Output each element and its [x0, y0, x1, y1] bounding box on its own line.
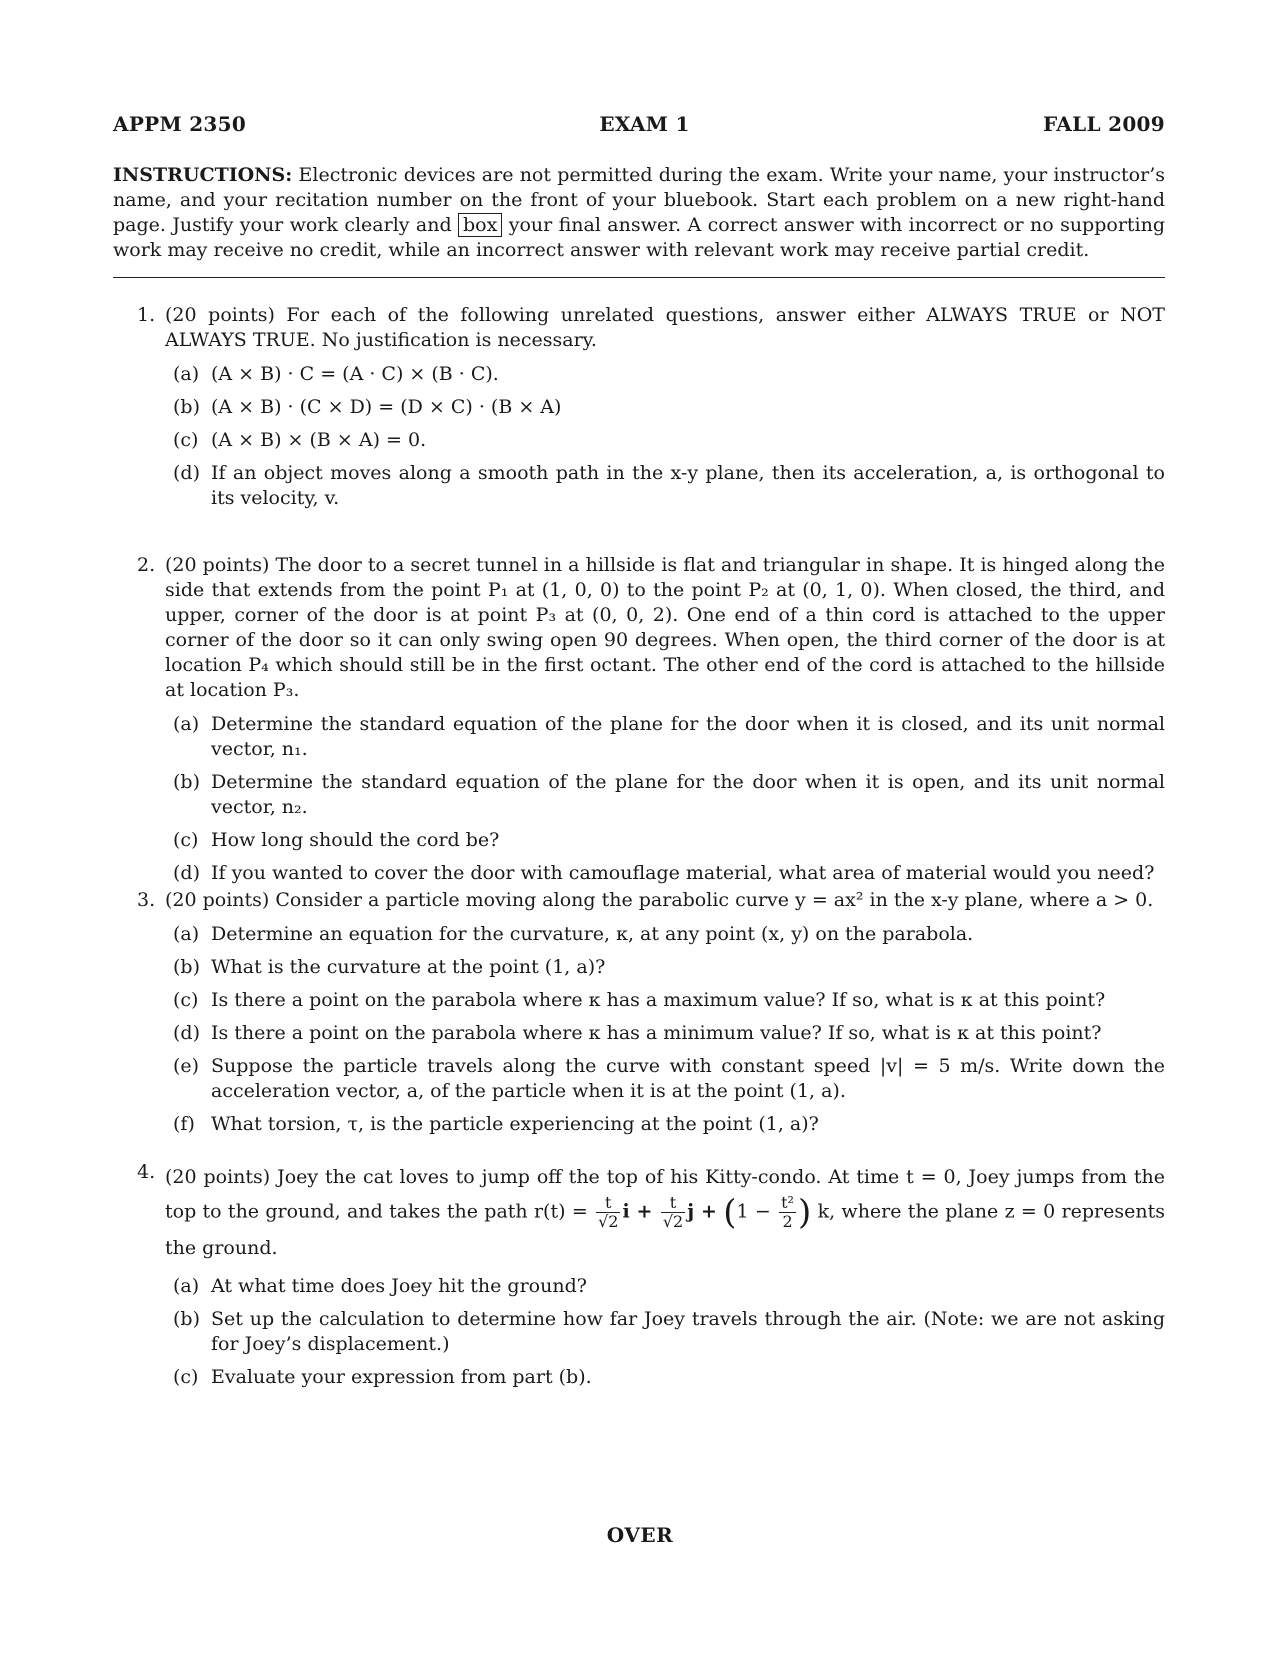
part-label: (b) — [173, 956, 200, 978]
part-label: (d) — [173, 862, 200, 884]
part-label: (a) — [173, 923, 200, 945]
part-text: Determine the standard equation of the plane for the door when it is closed, and its unit normal vector, n₁. — [211, 713, 1165, 760]
part-label: (a) — [173, 1275, 200, 1297]
problem-part — [173, 922, 1165, 947]
problem-part — [173, 1112, 1165, 1137]
problem-part — [173, 1274, 1165, 1299]
part-label: (c) — [173, 829, 199, 851]
problem-part — [173, 1054, 1165, 1104]
problem-parts — [173, 712, 1165, 886]
part-label: (b) — [173, 396, 200, 418]
problem-part — [173, 770, 1165, 820]
fraction-denominator: √2 — [662, 1212, 684, 1231]
header-divider — [113, 277, 1165, 278]
problem-number: 3. — [137, 889, 156, 911]
stem-text-b: k, where the plane z = 0 represents the ground. — [165, 1200, 1165, 1259]
part-text: If you wanted to cover the door with camouflage material, what area of material would you need? — [211, 862, 1155, 884]
exam-term: FALL 2009 — [1042, 112, 1165, 136]
fraction — [661, 1194, 685, 1231]
part-text: Is there a point on the parabola where κ has a minimum value? If so, what is κ at this point? — [211, 1022, 1102, 1044]
part-text: Determine the standard equation of the plane for the door when it is open, and its unit normal vector, n₂. — [211, 771, 1165, 818]
part-label: (a) — [173, 363, 200, 385]
fraction-numerator: t — [661, 1194, 685, 1213]
part-text: At what time does Joey hit the ground? — [211, 1275, 587, 1297]
problem-2 — [137, 553, 1165, 894]
part-text: (A × B) · C = (A · C) × (B · C). — [211, 363, 499, 385]
problem-number: 1. — [137, 304, 156, 326]
part-label: (b) — [173, 771, 200, 793]
part-label: (e) — [173, 1055, 200, 1077]
problem-number: 2. — [137, 554, 156, 576]
part-text: How long should the cord be? — [211, 829, 500, 851]
problem-stem — [165, 1160, 1165, 1265]
boxed-word: box — [458, 213, 502, 237]
problem-part — [173, 428, 1165, 453]
fraction-numerator: t² — [781, 1193, 794, 1212]
inner-term: 1 − — [736, 1200, 771, 1223]
part-label: (d) — [173, 462, 200, 484]
problem-part — [173, 395, 1165, 420]
fraction-denominator: 2 — [782, 1212, 793, 1231]
unit-vector-j: j + — [687, 1200, 717, 1223]
problem-3 — [137, 888, 1165, 1145]
part-text: What torsion, τ, is the particle experiencing at the point (1, a)? — [211, 1113, 819, 1135]
left-paren-icon: ( — [723, 1192, 737, 1233]
problem-parts — [173, 1274, 1165, 1390]
fraction-denominator: √2 — [598, 1212, 619, 1231]
instructions-text-b: your final answer. A correct answer with incorrect or no supporting work may receive no credit, while an incorrect answer with relevant work may receive partial credit. — [113, 214, 1166, 261]
instructions-block — [113, 163, 1165, 263]
exam-title: EXAM 1 — [599, 112, 690, 136]
part-text: Set up the calculation to determine how far Joey travels through the air. (Note: we are not asking for Joey’s displacement.) — [211, 1308, 1165, 1355]
problem-part — [173, 1365, 1165, 1390]
part-label: (c) — [173, 989, 199, 1011]
page-footer-over: OVER — [606, 1523, 674, 1547]
instructions-text-a: Electronic devices are not permitted during the exam. Write your name, your instructor’s name, and your recitation number on the front of your bluebook. Start each problem on a new right-hand page. Justify your work clearly and — [113, 164, 1165, 236]
part-label: (f) — [173, 1113, 195, 1135]
part-label: (a) — [173, 713, 200, 735]
part-text: Suppose the particle travels along the curve with constant speed |v| = 5 m/s. Write down the acceleration vector, a, of the particle when it is at the point (1, a). — [211, 1055, 1165, 1102]
fraction-numerator: t — [596, 1194, 620, 1213]
problem-1 — [137, 303, 1165, 519]
problem-part — [173, 828, 1165, 853]
part-text: What is the curvature at the point (1, a)? — [211, 956, 606, 978]
problem-parts — [173, 362, 1165, 511]
problem-number: 4. — [137, 1161, 156, 1183]
part-text: If an object moves along a smooth path in the x-y plane, then its acceleration, a, is orthogonal to its velocity, v. — [211, 462, 1165, 509]
right-paren-icon: ) — [797, 1192, 812, 1233]
problem-part — [173, 861, 1165, 886]
fraction — [779, 1194, 796, 1231]
problem-part — [173, 1307, 1165, 1357]
exam-header — [113, 112, 1165, 136]
stem-text-a: (20 points) Joey the cat loves to jump off the top of his Kitty-condo. At time t = 0, Joey jumps from the top to the ground, and takes the path r(t) = — [165, 1166, 1165, 1223]
problem-part — [173, 712, 1165, 762]
part-text: (A × B) · (C × D) = (D × C) · (B × A) — [211, 396, 562, 418]
part-label: (b) — [173, 1308, 200, 1330]
fraction — [596, 1194, 620, 1231]
part-text: Determine an equation for the curvature, κ, at any point (x, y) on the parabola. — [211, 923, 974, 945]
problem-parts — [173, 922, 1165, 1137]
part-label: (c) — [173, 1366, 199, 1388]
problem-part — [173, 988, 1165, 1013]
instructions-lead: INSTRUCTIONS: — [113, 164, 293, 186]
problem-stem: (20 points) The door to a secret tunnel in a hillside is flat and triangular in shape. It is hinged along the side that extends from the point P₁ at (1, 0, 0) to the point P₂ at (0, 1, 0). When closed, the third, and upper, corner of the door is at point P₃ at (0, 0, 2). One end of a thin cord is attached to the upper corner of the door so it can only swing open 90 degrees. When open, the third corner of the door is at location P₄ which should still be in the first octant. The other end of the cord is attached to the hillside at location P₃. — [165, 554, 1165, 701]
part-label: (c) — [173, 429, 199, 451]
course-code: APPM 2350 — [113, 112, 247, 136]
part-text: Evaluate your expression from part (b). — [211, 1366, 592, 1388]
unit-vector-i: i + — [622, 1200, 653, 1223]
part-label: (d) — [173, 1022, 200, 1044]
problem-part — [173, 1021, 1165, 1046]
problem-stem: (20 points) Consider a particle moving along the parabolic curve y = ax² in the x-y plane, where a > 0. — [165, 889, 1154, 911]
part-text: (A × B) × (B × A) = 0. — [211, 429, 427, 451]
problem-part — [173, 955, 1165, 980]
problem-4 — [137, 1160, 1165, 1398]
problem-stem: (20 points) For each of the following unrelated questions, answer either ALWAYS TRUE or NOT ALWAYS TRUE. No justification is necessary. — [165, 304, 1165, 351]
problem-part — [173, 362, 1165, 387]
problem-part — [173, 461, 1165, 511]
part-text: Is there a point on the parabola where κ has a maximum value? If so, what is κ at this point? — [211, 989, 1106, 1011]
